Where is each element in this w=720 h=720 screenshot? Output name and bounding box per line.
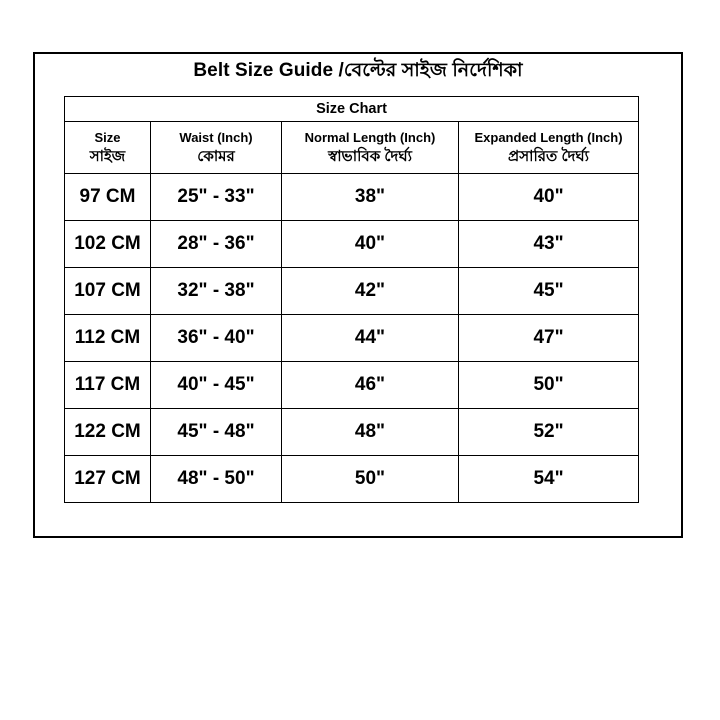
size-cell: 122 CM [65,409,151,456]
header-waist [151,122,282,174]
header-normal-length [282,122,459,174]
normal-length-cell: 48" [282,409,459,456]
normal-length-cell: 40" [282,221,459,268]
table-row [65,315,639,362]
caption-row [65,97,639,122]
table-row [65,268,639,315]
header-waist-bn: কোমর [197,148,235,165]
size-chart-table [64,96,639,503]
header-size-bn: সাইজ [89,148,126,165]
size-cell: 97 CM [65,174,151,221]
size-cell: 102 CM [65,221,151,268]
header-normal-length-bn: স্বাভাবিক দৈর্ঘ্য [328,148,412,165]
waist-cell: 48" - 50" [151,456,282,503]
header-row [65,122,639,174]
header-waist-en: Waist (Inch) [179,130,253,145]
normal-length-cell: 42" [282,268,459,315]
normal-length-cell: 50" [282,456,459,503]
expanded-length-cell: 54" [459,456,639,503]
normal-length-cell: 46" [282,362,459,409]
expanded-length-cell: 43" [459,221,639,268]
size-cell: 127 CM [65,456,151,503]
header-expanded-length-en: Expanded Length (Inch) [474,130,623,145]
size-cell: 117 CM [65,362,151,409]
waist-cell: 45" - 48" [151,409,282,456]
expanded-length-cell: 47" [459,315,639,362]
waist-cell: 25" - 33" [151,174,282,221]
expanded-length-cell: 52" [459,409,639,456]
header-size [65,122,151,174]
expanded-length-cell: 45" [459,268,639,315]
page-title: Belt Size Guide /বেল্টের সাইজ নির্দেশিকা [193,60,523,81]
waist-cell: 40" - 45" [151,362,282,409]
header-size-en: Size [94,130,121,145]
normal-length-cell: 44" [282,315,459,362]
waist-cell: 28" - 36" [151,221,282,268]
table-row [65,362,639,409]
header-expanded-length [459,122,639,174]
table-row [65,174,639,221]
header-expanded-length-bn: প্রসারিত দৈর্ঘ্য [508,148,590,165]
expanded-length-cell: 40" [459,174,639,221]
header-normal-length-en: Normal Length (Inch) [304,130,436,145]
waist-cell: 32" - 38" [151,268,282,315]
table-row [65,221,639,268]
size-cell: 112 CM [65,315,151,362]
normal-length-cell: 38" [282,174,459,221]
size-cell: 107 CM [65,268,151,315]
table-caption: Size Chart [65,97,639,122]
table-row [65,456,639,503]
waist-cell: 36" - 40" [151,315,282,362]
expanded-length-cell: 50" [459,362,639,409]
table-row [65,409,639,456]
